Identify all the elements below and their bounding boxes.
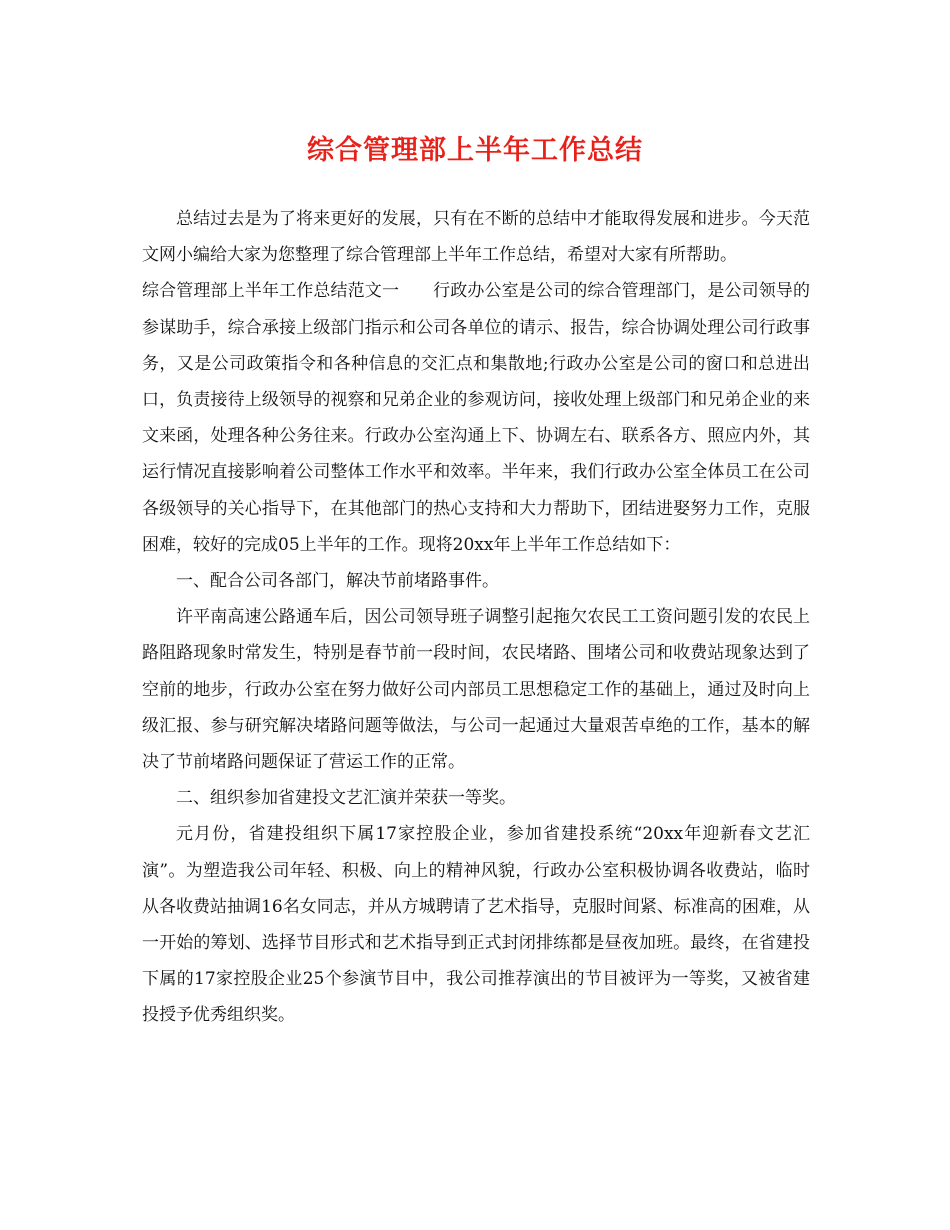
sample-body: 行政办公室是公司的综合管理部门，是公司领导的参谋助手，综合承接上级部门指示和公司各单位的请示、报告，综合协调处理公司行政事务，又是公司政策指令和各种信息的交汇点和集散地;行政办公室是公司的窗口和总进出口，负责接待上级领导的视察和兄弟企业的参观访问，接收处理上级部门和兄弟企业的来文来函，处理各种公务往来。行政办公室沟通上下、协调左右、联系各方、照应内外，其运行情况直接影响着公司整体工作水平和效率。半年来，我们行政办公室全体员工在公司各级领导的关心指导下，在其他部门的热心支持和大力帮助下，团结进娶努力工作，克服困难，较好的完成05上半年的工作。现将20xx年上半年工作总结如下： [142,281,811,555]
document-title: 综合管理部上半年工作总结 [307,135,643,166]
document-body [142,201,810,1034]
section2-body: 元月份，省建投组织下属17家控股企业，参加省建投系统“20xx年迎新春文艺汇演”。为塑造我公司年轻、积极、向上的精神风貌，行政办公室积极协调各收费站，临时从各收费站抽调16名女同志，并从方城聘请了艺术指导，克服时间紧、标准高的困难，从一开始的筹划、选择节目形式和艺术指导到正式封闭排练都是昼夜加班。最终，在省建投下属的17家控股企业25个参演节目中，我公司推荐演出的节目被评为一等奖，又被省建投授予优秀组织奖。 [142,824,810,1026]
section1-body: 许平南高速公路通车后，因公司领导班子调整引起拖欠农民工工资问题引发的农民上路阻路现象时常发生，特别是春节前一段时间，农民堵路、围堵公司和收费站现象达到了空前的地步，行政办公室在努力做好公司内部员工思想稳定工作的基础上，通过及时向上级汇报、参与研究解决堵路问题等做法，与公司一起通过大量艰苦卓绝的工作，基本的解决了节前堵路问题保证了营运工作的正常。 [142,607,810,773]
section1-heading: 一、配合公司各部门，解决节前堵路事件。 [176,571,499,592]
section2-heading: 二、组织参加省建投文艺汇演并荣获一等奖。 [176,788,516,809]
sample-paragraph [142,273,810,563]
sample-label: 综合管理部上半年工作总结范文一 [142,281,400,302]
intro-paragraph: 总结过去是为了将来更好的发展，只有在不断的总结中才能取得发展和进步。今天范文网小编给大家为您整理了综合管理部上半年工作总结，希望对大家有所帮助。 [142,209,810,266]
